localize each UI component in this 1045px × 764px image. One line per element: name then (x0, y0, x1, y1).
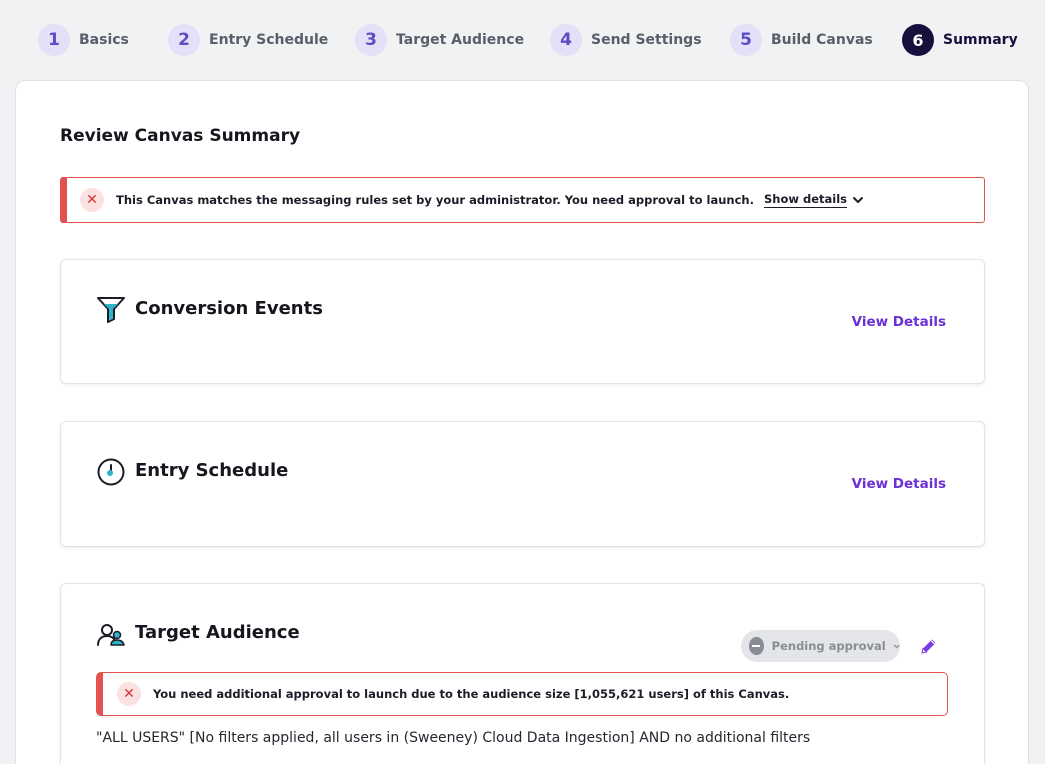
card-title: Target Audience (135, 622, 300, 643)
view-details-link[interactable]: View Details (851, 314, 946, 330)
close-icon: ✕ (117, 682, 141, 706)
alert-message: This Canvas matches the messaging rules set by your administrator. You need approval to launch. (116, 193, 754, 207)
close-icon: ✕ (80, 188, 104, 212)
clock-icon (96, 457, 126, 487)
step-label: Build Canvas (771, 32, 873, 48)
step-basics[interactable] (38, 22, 129, 58)
approval-alert (60, 177, 985, 223)
alert-message: You need additional approval to launch due to the audience size [1,055,621 users] of this Canvas. (153, 687, 790, 701)
step-label: Summary (943, 32, 1018, 48)
step-label: Send Settings (591, 32, 702, 48)
summary-panel (15, 80, 1029, 764)
step-number: 6 (902, 24, 934, 56)
view-details-link[interactable]: View Details (851, 476, 946, 492)
entry-schedule-card (60, 421, 985, 547)
step-label: Entry Schedule (209, 32, 329, 48)
step-number: 4 (550, 24, 582, 56)
step-entry-schedule[interactable] (168, 22, 328, 58)
step-number: 3 (355, 24, 387, 56)
step-number: 5 (730, 24, 762, 56)
conversion-events-card (60, 259, 985, 384)
chevron-down-icon[interactable] (852, 194, 864, 206)
step-number: 2 (168, 24, 200, 56)
step-label: Target Audience (396, 32, 525, 48)
step-label: Basics (79, 32, 129, 48)
status-label: Pending approval (771, 639, 886, 653)
card-title: Conversion Events (135, 298, 323, 319)
step-target-audience[interactable] (355, 22, 524, 58)
pending-approval-dropdown[interactable] (741, 630, 900, 662)
step-send-settings[interactable] (550, 22, 702, 58)
page-title: Review Canvas Summary (60, 126, 301, 146)
target-audience-card (60, 583, 985, 764)
stepper (38, 22, 1025, 58)
step-build-canvas[interactable] (730, 22, 873, 58)
users-icon (96, 620, 126, 650)
pencil-icon[interactable] (919, 636, 939, 656)
card-title: Entry Schedule (135, 460, 289, 481)
chevron-down-icon (893, 642, 900, 651)
step-summary[interactable] (902, 22, 1018, 58)
audience-size-alert (96, 672, 948, 716)
funnel-icon (96, 294, 126, 324)
show-details-link[interactable]: Show details (763, 192, 847, 206)
minus-icon (749, 637, 764, 655)
audience-description: "ALL USERS" [No filters applied, all users in (Sweeney) Cloud Data Ingestion] AND no additional filters (96, 730, 811, 746)
step-number: 1 (38, 24, 70, 56)
